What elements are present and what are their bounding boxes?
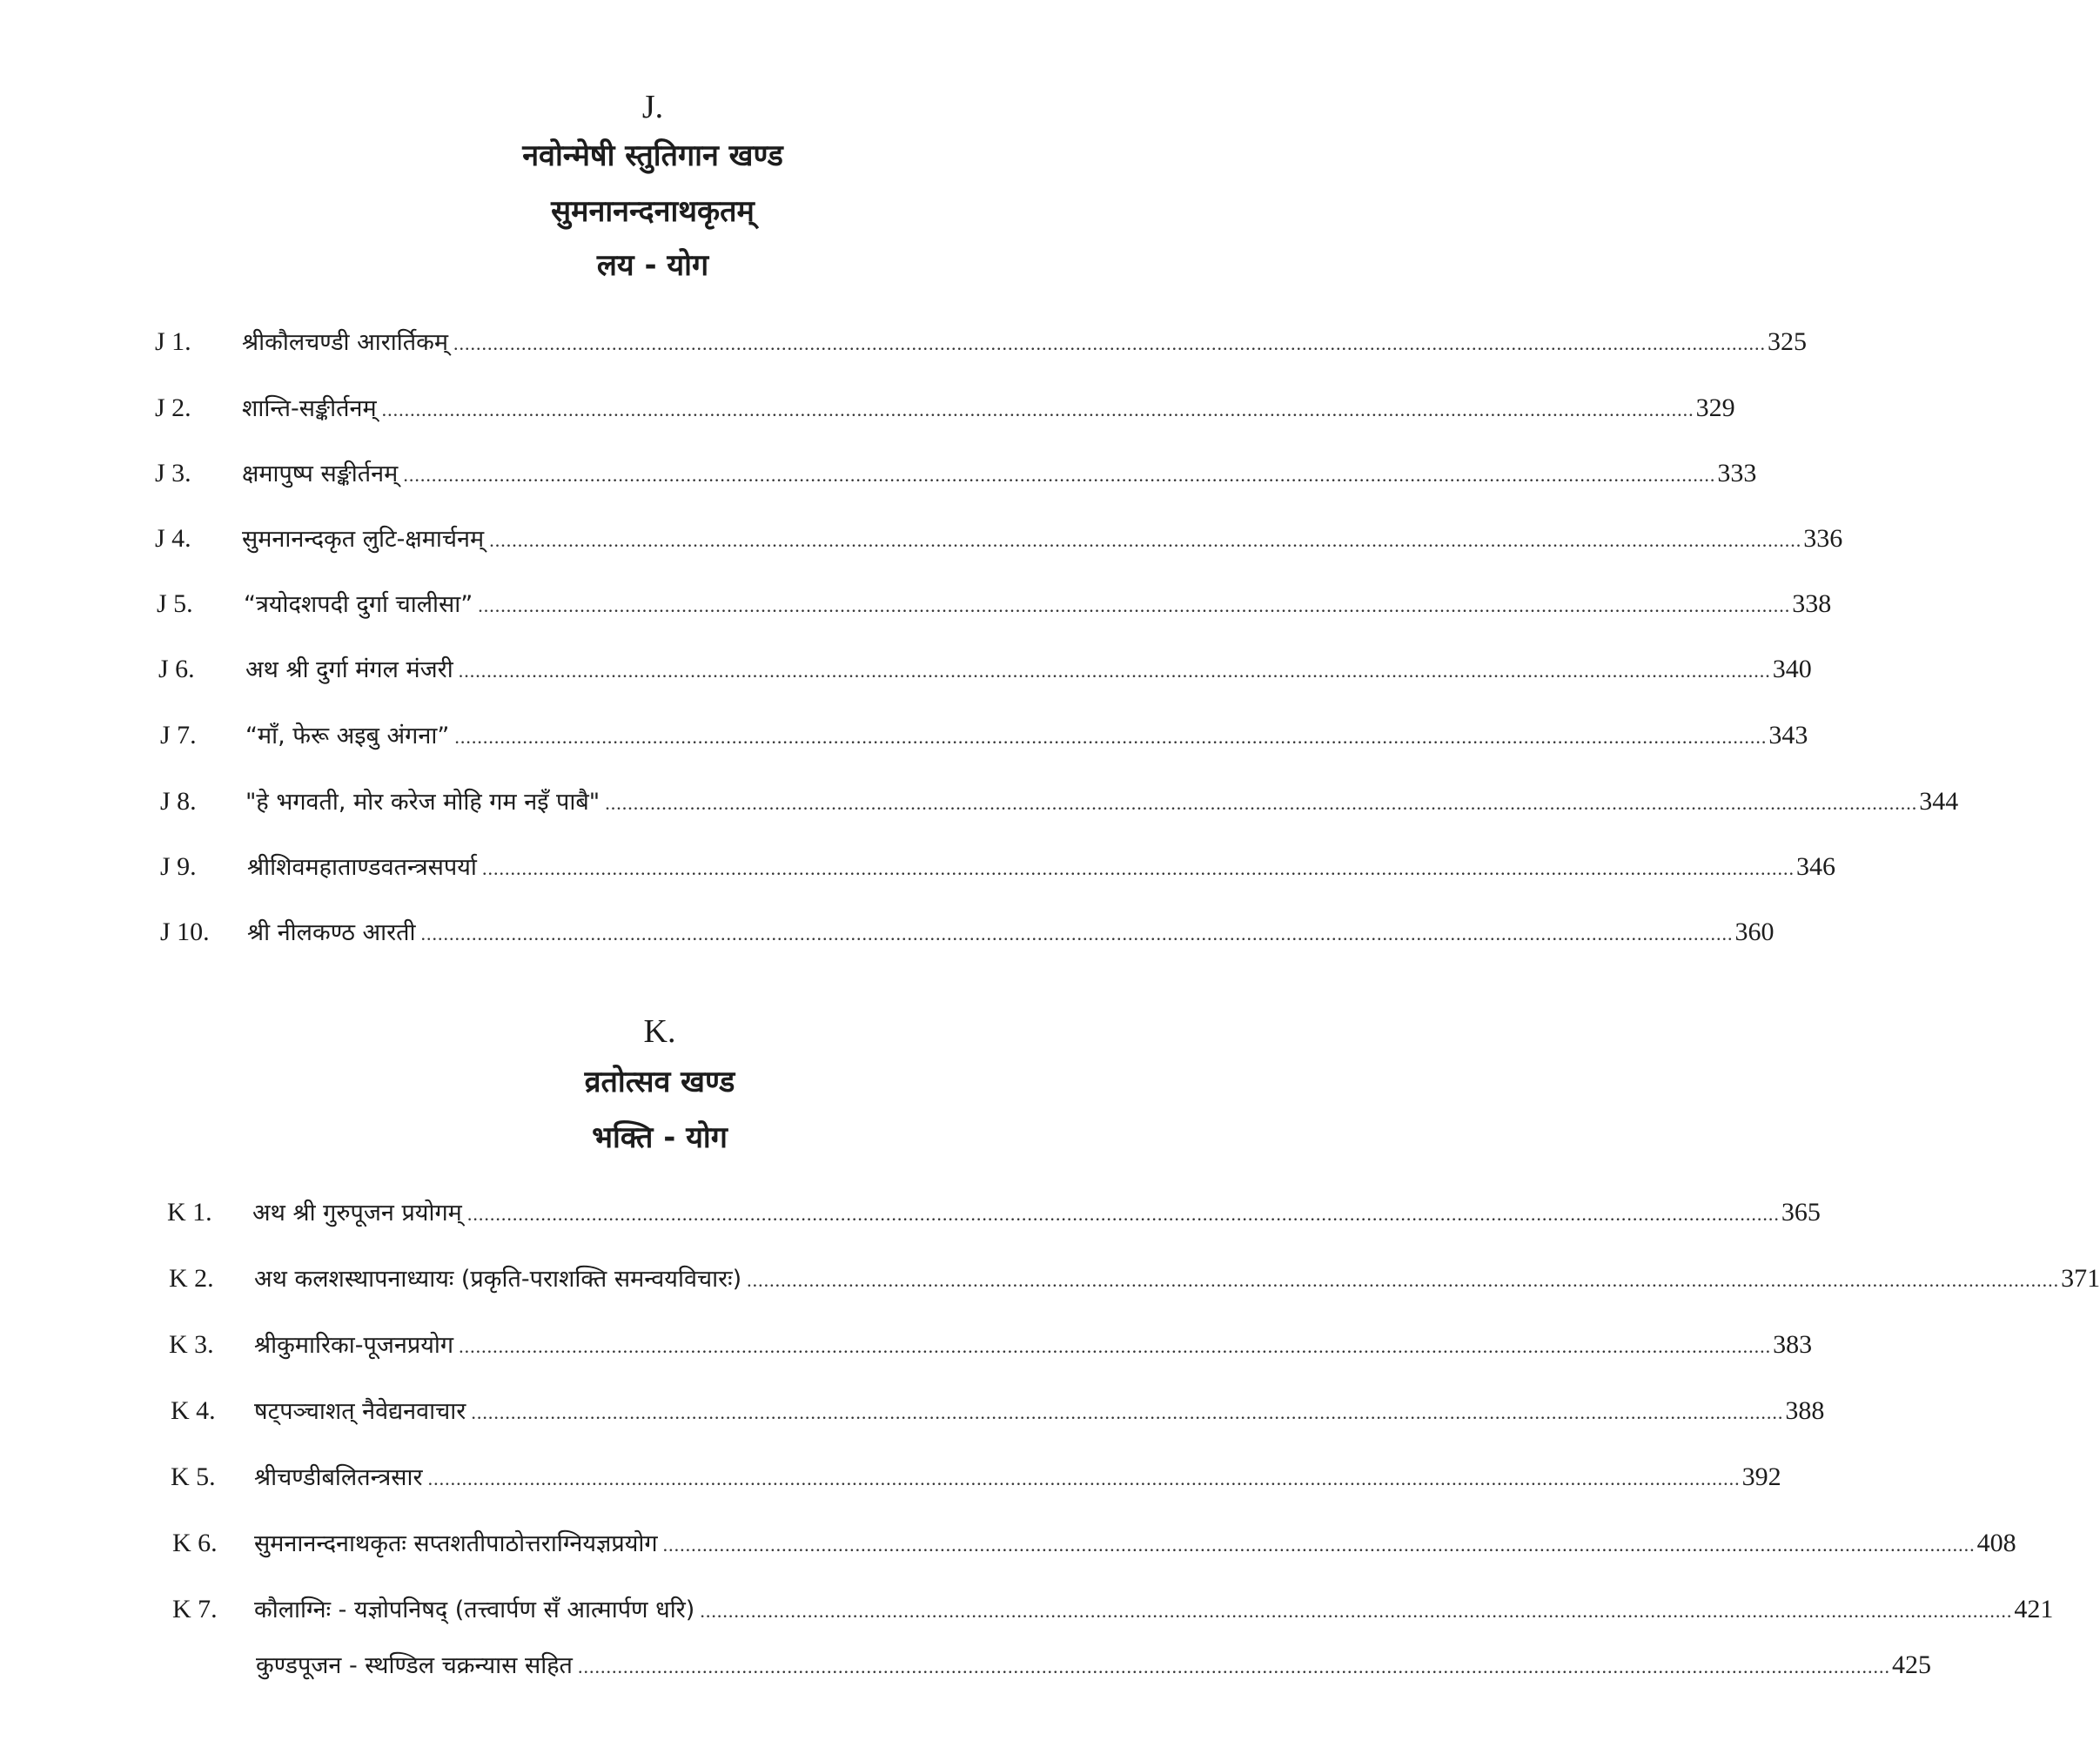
dot-leader: ........................................................................................................................................................................................................................................ bbox=[420, 923, 1734, 944]
entry-code: K 1. bbox=[167, 1198, 212, 1227]
dot-leader: ........................................................................................................................................................................................................................................ bbox=[458, 660, 1771, 682]
entry-code: K 5. bbox=[171, 1462, 216, 1491]
entry-title: अथ कलशस्थापनाध्यायः (प्रकृति-पराशक्ति समन्वयविचारः) bbox=[254, 1266, 742, 1293]
toc-entry-j1[interactable] bbox=[155, 317, 1808, 356]
section-k-title: व्रतोत्सव खण्ड bbox=[584, 1065, 735, 1099]
entry-page-number: 425 bbox=[1891, 1650, 1931, 1679]
section-k-letter: K. bbox=[643, 1013, 676, 1050]
entry-page-number: 383 bbox=[1773, 1330, 1813, 1359]
entry-code: J 10. bbox=[160, 918, 210, 946]
toc-entry-j9[interactable] bbox=[160, 842, 1835, 881]
entry-title: क्षमापुष्प सङ्कीर्तनम् bbox=[242, 460, 399, 487]
entry-code: K 2. bbox=[169, 1264, 214, 1293]
entry-code: J 3. bbox=[155, 459, 191, 487]
entry-title: कौलाग्निः - यज्ञोपनिषद् (तत्त्वार्पण सँ आत्मार्पण धरि) bbox=[254, 1596, 695, 1623]
toc-entry-j5[interactable] bbox=[157, 579, 1832, 618]
dot-leader: ........................................................................................................................................................................................................................................ bbox=[466, 1203, 1780, 1225]
entry-title: श्रीचण्डीबलितन्त्रसार bbox=[254, 1464, 423, 1491]
toc-entry-j6[interactable] bbox=[158, 644, 1812, 683]
dot-leader: ........................................................................................................................................................................................................................................ bbox=[605, 792, 1918, 814]
entry-page-number: 343 bbox=[1768, 721, 1808, 750]
dot-leader: ........................................................................................................................................................................................................................................ bbox=[700, 1600, 2013, 1622]
toc-entry-k2[interactable] bbox=[169, 1254, 2100, 1293]
entry-code: K 7. bbox=[172, 1595, 218, 1623]
toc-entry-k7[interactable] bbox=[172, 1584, 2054, 1623]
entry-page-number: 346 bbox=[1795, 852, 1835, 881]
entry-code: J 2. bbox=[155, 393, 191, 422]
entry-page-number: 421 bbox=[2014, 1595, 2054, 1623]
entry-code: K 4. bbox=[171, 1396, 216, 1425]
entry-title: श्री नीलकण्ठ आरती bbox=[247, 919, 416, 946]
dot-leader: ........................................................................................................................................................................................................................................ bbox=[577, 1656, 1890, 1677]
entry-code: K 3. bbox=[169, 1330, 214, 1359]
entry-code: J 5. bbox=[157, 589, 193, 618]
dot-leader: ........................................................................................................................................................................................................................................ bbox=[489, 529, 1802, 551]
entry-page-number: 408 bbox=[1976, 1529, 2016, 1557]
entry-title: सुमनानन्दनाथकृतः सप्तशतीपाठोत्तराग्नियज्ञप्रयोग bbox=[254, 1530, 658, 1557]
dot-leader: ........................................................................................................................................................................................................................................ bbox=[747, 1269, 2060, 1291]
entry-page-number: 333 bbox=[1717, 459, 1757, 487]
entry-title: षट्पञ्चाशत् नैवेद्यनवाचार bbox=[254, 1398, 466, 1425]
entry-page-number: 338 bbox=[1792, 589, 1832, 618]
dot-leader: ........................................................................................................................................................................................................................................ bbox=[454, 726, 1768, 748]
toc-entry-k3[interactable] bbox=[169, 1320, 1813, 1359]
toc-entry-j4[interactable] bbox=[155, 514, 1843, 553]
entry-title: “त्रयोदशपदी दुर्गा चालीसा” bbox=[244, 591, 473, 618]
section-j-subtitle: सुमनानन्दनाथकृतम् bbox=[551, 194, 755, 229]
toc-entry-k6[interactable] bbox=[172, 1518, 2016, 1557]
entry-title: अथ श्री दुर्गा मंगल मंजरी bbox=[245, 656, 453, 683]
entry-title: अथ श्री गुरुपूजन प्रयोगम् bbox=[252, 1200, 462, 1227]
dot-leader: ........................................................................................................................................................................................................................................ bbox=[403, 464, 1716, 486]
entry-page-number: 344 bbox=[1919, 787, 1959, 816]
entry-code: K 6. bbox=[172, 1529, 218, 1557]
entry-page-number: 325 bbox=[1768, 327, 1808, 356]
entry-page-number: 336 bbox=[1803, 524, 1843, 553]
entry-page-number: 388 bbox=[1785, 1396, 1825, 1425]
toc-entry-j10[interactable] bbox=[160, 907, 1775, 946]
dot-leader: ........................................................................................................................................................................................................................................ bbox=[481, 857, 1795, 879]
toc-entry-k5[interactable] bbox=[171, 1452, 1781, 1491]
entry-page-number: 329 bbox=[1695, 393, 1735, 422]
entry-code: J 1. bbox=[155, 327, 191, 356]
section-k-yoga: भक्ति - योग bbox=[592, 1120, 728, 1155]
toc-entry-k7-sub[interactable] bbox=[172, 1640, 1931, 1679]
entry-page-number: 365 bbox=[1781, 1198, 1821, 1227]
entry-code: J 6. bbox=[158, 655, 195, 683]
entry-code: J 7. bbox=[160, 721, 197, 750]
entry-title: सुमनानन्दकृत लुटि-क्षमार्चनम् bbox=[242, 526, 485, 553]
toc-entry-j3[interactable] bbox=[155, 448, 1757, 487]
section-j-yoga: लय - योग bbox=[596, 248, 709, 283]
entry-code: J 4. bbox=[155, 524, 191, 553]
toc-entry-j2[interactable] bbox=[155, 383, 1735, 422]
dot-leader: ........................................................................................................................................................................................................................................ bbox=[427, 1468, 1741, 1489]
section-j-title: नवोन्मेषी स्तुतिगान खण्ड bbox=[522, 138, 783, 173]
dot-leader: ........................................................................................................................................................................................................................................ bbox=[459, 1335, 1772, 1357]
entry-title: शान्ति-सङ्कीर्तनम् bbox=[242, 395, 377, 422]
entry-page-number: 371 bbox=[2061, 1264, 2100, 1293]
entry-page-number: 360 bbox=[1734, 918, 1775, 946]
dot-leader: ........................................................................................................................................................................................................................................ bbox=[478, 595, 1791, 616]
entry-code: J 9. bbox=[160, 852, 197, 881]
dot-leader: ........................................................................................................................................................................................................................................ bbox=[471, 1402, 1784, 1423]
entry-code: J 8. bbox=[160, 787, 197, 816]
dot-leader: ........................................................................................................................................................................................................................................ bbox=[381, 399, 1694, 420]
toc-entry-j8[interactable] bbox=[160, 776, 1959, 816]
toc-entry-k4[interactable] bbox=[171, 1386, 1825, 1425]
entry-title: श्रीशिवमहाताण्डवतन्त्रसपर्या bbox=[247, 854, 477, 881]
entry-title: श्रीकौलचण्डी आरार्तिकम् bbox=[242, 329, 449, 356]
toc-entry-k1[interactable] bbox=[167, 1187, 1821, 1227]
toc-entry-j7[interactable] bbox=[160, 710, 1808, 750]
dot-leader: ........................................................................................................................................................................................................................................ bbox=[662, 1534, 1976, 1556]
entry-title: श्रीकुमारिका-पूजनप्रयोग bbox=[254, 1332, 454, 1359]
entry-page-number: 392 bbox=[1741, 1462, 1781, 1491]
entry-title: कुण्डपूजन - स्थण्डिल चक्रन्यास सहित bbox=[256, 1652, 573, 1679]
entry-title: "हे भगवती, मोर करेज मोहि गम नइँ पाबै" bbox=[245, 789, 600, 816]
dot-leader: ........................................................................................................................................................................................................................................ bbox=[453, 333, 1767, 354]
entry-title: “माँ, फेरू अइबु अंगना” bbox=[245, 723, 450, 750]
section-j-letter: J. bbox=[641, 89, 664, 125]
entry-page-number: 340 bbox=[1772, 655, 1812, 683]
